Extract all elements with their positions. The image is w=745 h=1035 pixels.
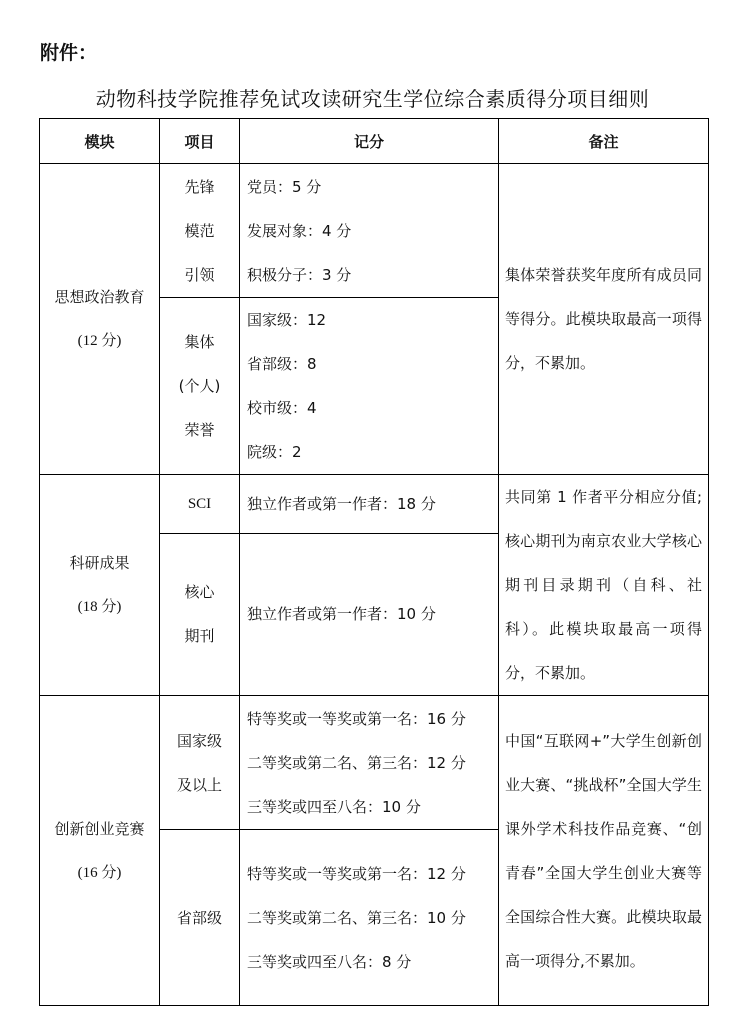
score-line: 独立作者或第一作者：18 分: [247, 494, 436, 513]
item-name-line: (个人): [178, 377, 221, 395]
column-header-score: 记分: [240, 119, 499, 164]
table-header-row: [40, 119, 709, 164]
score-line: 积极分子：3 分: [247, 265, 352, 284]
score-line: 三等奖或四至八名：8 分: [247, 952, 412, 971]
note-cell: [499, 164, 709, 475]
score-line: 校市级：4: [247, 399, 317, 417]
item-name-line: 引领: [184, 265, 215, 284]
module-name: 科研成果: [69, 554, 130, 572]
page-title: 动物科技学院推荐免试攻读研究生学位综合素质得分项目细则: [95, 87, 650, 111]
module-cell-innovation: [40, 696, 160, 1006]
item-name-line: 模范: [184, 221, 215, 240]
module-points: (18 分): [77, 599, 122, 615]
column-header-module: 模块: [40, 119, 160, 164]
score-line: 省部级：8: [247, 355, 317, 373]
item-name-line: 先锋: [184, 177, 215, 196]
score-line: 发展对象：4 分: [247, 221, 352, 240]
score-cell: [240, 830, 499, 1006]
item-name-line: 及以上: [176, 775, 222, 794]
module-cell-research: [40, 475, 160, 696]
table-row: [40, 475, 709, 534]
score-line: 特等奖或一等奖或第一名：16 分: [247, 709, 466, 728]
score-line: 二等奖或第二名、第三名：12 分: [247, 753, 466, 772]
module-name: 创新创业竞赛: [54, 819, 145, 838]
score-line: 独立作者或第一作者：10 分: [247, 605, 436, 624]
item-name-line: 省部级: [176, 908, 222, 927]
item-name-line: 期刊: [184, 627, 215, 646]
score-cell: [240, 696, 499, 830]
table-row: [40, 164, 709, 298]
score-line: 特等奖或一等奖或第一名：12 分: [247, 864, 466, 883]
item-cell: [160, 298, 240, 475]
score-rules-table: [39, 118, 709, 1006]
table-row: [40, 696, 709, 830]
note-text: 中国“互联网+”大学生创新创业大赛、“挑战杯”全国大学生课外学术科技作品竞赛、“创青春”全国大学生创业大赛等全国综合性大赛。此模块取最高一项得分,不累加。: [505, 731, 702, 970]
note-cell: [499, 475, 709, 696]
item-name-line: SCI: [187, 495, 212, 512]
score-line: 二等奖或第二名、第三名：10 分: [247, 908, 466, 927]
score-line: 三等奖或四至八名：10 分: [247, 797, 421, 816]
score-cell: [240, 298, 499, 475]
score-cell: [240, 533, 499, 695]
module-cell-politics: [40, 164, 160, 475]
item-cell: [160, 533, 240, 695]
item-cell: [160, 164, 240, 298]
item-name-line: 集体: [184, 333, 215, 351]
column-header-item: 项目: [160, 119, 240, 164]
note-text: 集体荣誉获奖年度所有成员同等得分。此模块取最高一项得分，不累加。: [505, 266, 702, 372]
item-cell: [160, 830, 240, 1006]
item-name-line: 核心: [184, 583, 215, 602]
item-cell: [160, 696, 240, 830]
module-name: 思想政治教育: [54, 288, 145, 306]
score-cell: [240, 164, 499, 298]
item-name-line: 国家级: [176, 731, 222, 750]
module-points: (12 分): [77, 333, 122, 349]
note-text: 共同第 1 作者平分相应分值;核心期刊为南京农业大学核心期刊目录期刊（自科、社科）。此模块取最高一项得分，不累加。: [505, 488, 702, 682]
module-points: (16 分): [77, 864, 122, 881]
item-name-line: 荣誉: [184, 421, 215, 439]
score-line: 国家级：12: [247, 311, 327, 329]
score-line: 院级：2: [247, 443, 302, 461]
score-line: 党员：5 分: [247, 177, 322, 196]
score-cell: [240, 475, 499, 534]
item-cell: [160, 475, 240, 534]
note-cell: [499, 696, 709, 1006]
column-header-note: 备注: [499, 119, 709, 164]
attachment-label: 附件：: [40, 42, 98, 64]
